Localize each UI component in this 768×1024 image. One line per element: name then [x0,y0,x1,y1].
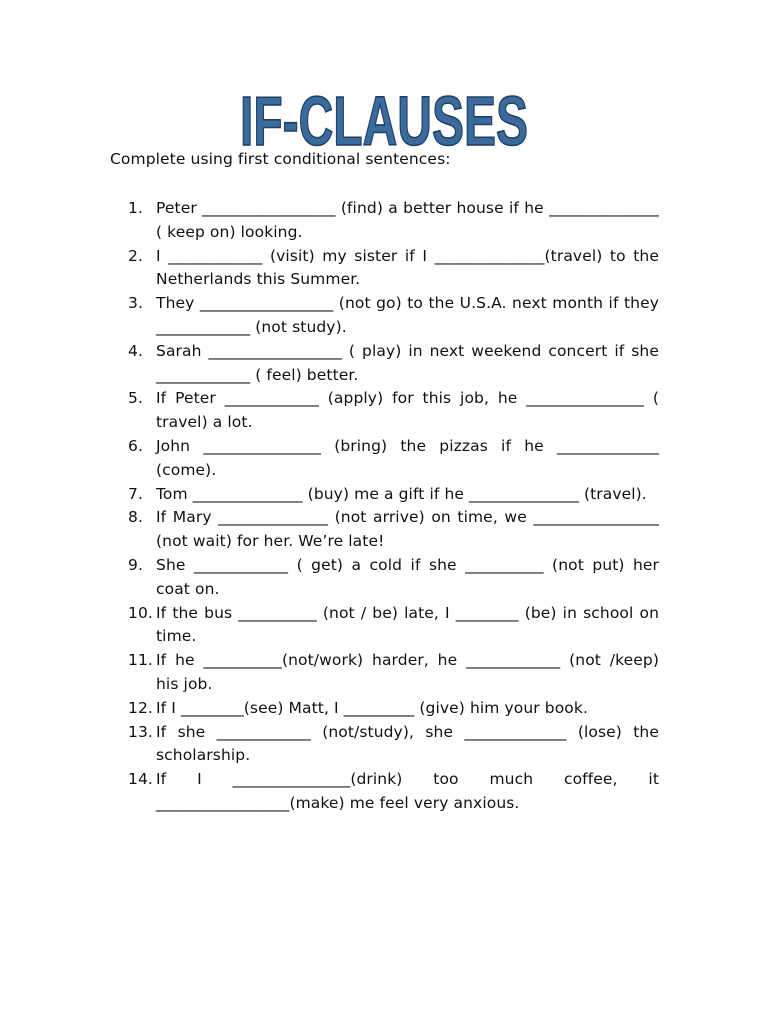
item-text: I ____________ (visit) my sister if I ______________(travel) to the Netherlands this Summer. [156,246,659,289]
item-text: If the bus __________ (not / be) late, I ________ (be) in school on time. [156,603,659,646]
page-title [0,78,768,158]
item-number: 1. [128,199,143,217]
item-number: 10. [128,603,153,622]
list-item [128,721,659,769]
item-number: 9. [128,555,143,574]
item-text: They _________________ (not go) to the U.S.A. next month if they ____________ (not study). [156,294,659,336]
instruction-text: Complete using first conditional sentences: [110,150,451,168]
item-number: 11. [128,651,153,670]
item-number: 7. [128,484,143,503]
item-number: 6. [128,436,143,455]
item-text: She ____________ ( get) a cold if she __________ (not put) her coat on. [156,555,659,598]
title-text: IF-CLAUSES [240,83,528,158]
list-item [128,768,659,816]
list-item [128,340,659,388]
list-item [128,554,659,602]
item-number: 5. [128,389,143,408]
list-item [128,483,659,507]
title-wordart [234,78,534,158]
list-item [128,245,659,293]
list-item [128,435,659,483]
item-text: Peter _________________ (find) a better house if he ______________ ( keep on) looking. [156,199,659,241]
item-text: If I _______________(drink) too much coffee, it _________________(make) me feel very anxious. [156,770,659,812]
item-number: 4. [128,341,143,360]
item-number: 8. [128,508,143,527]
item-number: 13. [128,722,153,741]
item-text: If Peter ____________ (apply) for this job, he _______________ ( travel) a lot. [156,389,659,432]
item-text: If she ____________ (not/study), she _____________ (lose) the scholarship. [156,722,659,765]
item-number: 12. [128,698,153,717]
exercise-list [128,197,659,816]
item-number: 3. [128,294,143,313]
list-item [128,387,659,435]
item-text: Sarah _________________ ( play) in next weekend concert if she ____________ ( feel) better. [156,341,659,384]
list-item [128,506,659,554]
item-number: 14. [128,770,153,789]
list-item [128,649,659,697]
item-text: Tom ______________ (buy) me a gift if he ______________ (travel). [156,484,647,503]
item-text: If he __________(not/work) harder, he ____________ (not /keep) his job. [156,651,659,693]
list-item [128,697,659,721]
list-item [128,292,659,340]
item-text: If Mary ______________ (not arrive) on time, we ________________ (not wait) for her. We’re late! [156,508,659,551]
item-text: John _______________ (bring) the pizzas if he _____________ (come). [156,436,659,479]
item-text: If I ________(see) Matt, I _________ (give) him your book. [156,698,588,717]
item-number: 2. [128,246,143,265]
list-item [128,602,659,650]
list-item [128,197,659,245]
